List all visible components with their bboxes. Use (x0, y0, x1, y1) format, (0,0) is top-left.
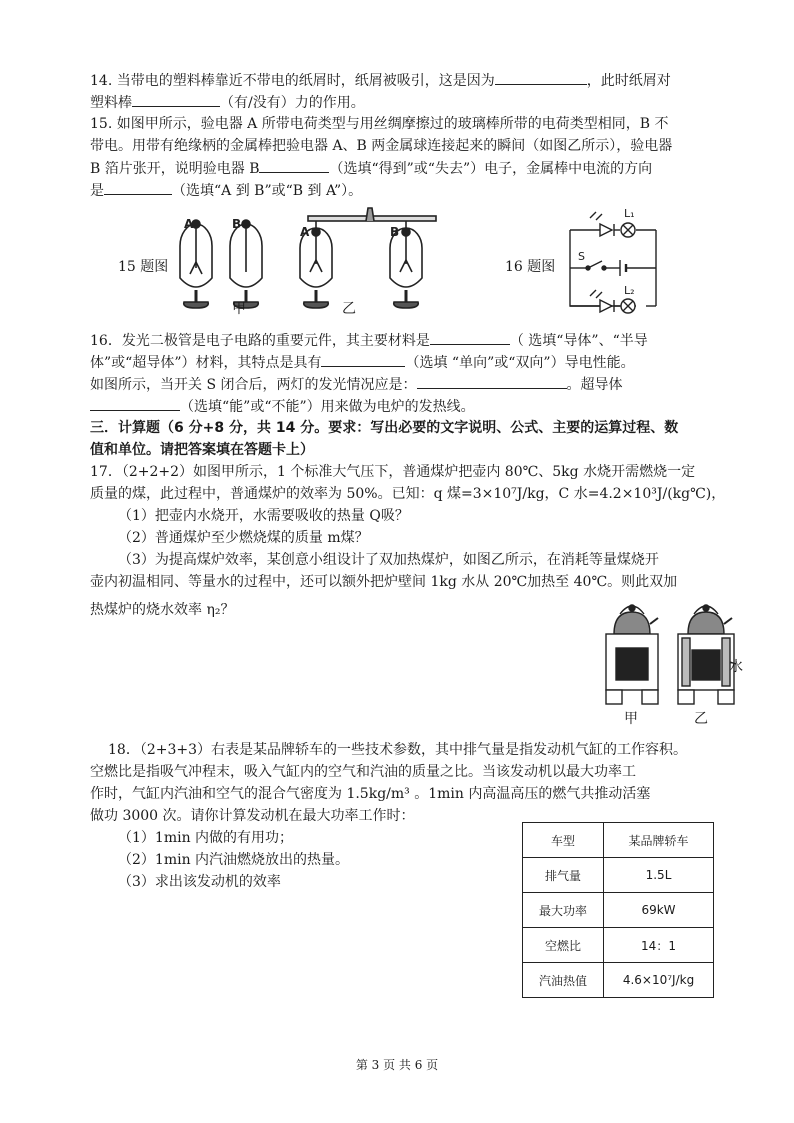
table-cell: 最大功率 (523, 893, 604, 928)
q14-text-a: 14. 当带电的塑料棒靠近不带电的纸屑时，纸屑被吸引，这是因为 (90, 73, 495, 89)
q18-line-1: 18．（2+3+3）右表是某品牌轿车的一些技术参数，其中排气量是指发动机气缸的工作容积。 (108, 742, 687, 758)
q15-text-d: （选填“A 到 B”或“B 到 A”）。 (172, 183, 363, 199)
q15-text-c: 是 (90, 183, 104, 199)
q18-part-1: （1）1min 内做的有用功； (118, 830, 294, 846)
q16-line-2 (90, 352, 635, 373)
section-3-heading-line-2: 值和单位。请把答案填在答题卡上） (90, 442, 314, 458)
table-header-cell: 某品牌轿车 (604, 823, 714, 858)
q14-text-b: ，此时纸屑对 (586, 73, 671, 89)
q15-line-4 (90, 180, 362, 201)
table-cell: 汽油热值 (523, 963, 604, 998)
q16-text-a: 16．发光二极管是电子电路的重要元件，其主要材料是 (90, 333, 430, 349)
fig17-jia-label: 甲 (624, 711, 638, 727)
q18-part-3: （3）求出该发动机的效率 (118, 874, 281, 890)
fig15-letter-a2: A (300, 225, 310, 239)
table-cell: 4.6×10⁷J/kg (604, 963, 714, 998)
table-cell: 空燃比 (523, 928, 604, 963)
q16-line-3 (90, 374, 623, 395)
q16-text-e: 如图所示，当开关 S 闭合后，两灯的发光情况应是： (90, 377, 417, 393)
table-row (523, 928, 714, 963)
q17-part-1: （1）把壶内水烧开，水需要吸收的热量 Q吸？ (118, 508, 409, 524)
q14-blank-1[interactable] (495, 70, 587, 85)
q16-text-b: （ 选填“导体”、“半导 (509, 333, 648, 349)
q16-blank-4[interactable] (90, 396, 180, 411)
table-header-row (523, 823, 714, 858)
q15-line-1: 15. 如图甲所示，验电器 A 所带电荷类型与用丝绸摩擦过的玻璃棒所带的电荷类型相同，B 不 (90, 116, 669, 132)
table-row (523, 858, 714, 893)
q17-part-3: （3）为提高煤炉效率，某创意小组设计了双加热煤炉，如图乙所示，在消耗等量煤烧开 (118, 552, 659, 568)
q15-line-3 (90, 158, 652, 179)
q14-text-d: （有/没有）力的作用。 (220, 95, 365, 111)
q16-blank-2[interactable] (321, 352, 405, 367)
q18-line-2: 空燃比是指吸气冲程末，吸入气缸内的空气和汽油的质量之比。当该发动机以最大功率工 (90, 764, 636, 780)
q17-line-7: 热煤炉的烧水效率 η₂？ (90, 602, 235, 618)
q15-blank-1[interactable] (259, 158, 329, 173)
fig17-water-label: 水 (729, 659, 743, 675)
q14-line-2 (90, 92, 365, 113)
fig15-letter-b2: B (390, 225, 400, 239)
car-spec-table (522, 822, 714, 998)
q15-text-a: B 箔片张开，说明验电器 B (90, 161, 260, 177)
table-cell: 14：1 (604, 928, 714, 963)
q18-line-4: 做功 3000 次。请你计算发动机在最大功率工作时： (90, 808, 415, 824)
q16-text-g: （选填“能”或“不能”）用来做为电炉的发热线。 (180, 399, 475, 415)
q15-blank-2[interactable] (104, 180, 172, 195)
table-cell: 排气量 (523, 858, 604, 893)
q16-text-d: （选填 “单向”或“双向”）导电性能。 (405, 355, 635, 371)
fig17-yi-label: 乙 (694, 711, 708, 727)
fig17-stoves (598, 592, 750, 720)
fig15-electroscopes (170, 206, 440, 318)
q14-line-1 (90, 70, 671, 91)
fig16-l2-label: L₂ (624, 284, 635, 297)
q16-line-4 (90, 396, 475, 417)
table-row (523, 963, 714, 998)
fig15-label: 15 题图 (118, 259, 169, 275)
fig16-s-label: S (578, 250, 585, 263)
q16-text-f: 。超导体 (566, 377, 623, 393)
fig15-yi-label: 乙 (342, 301, 356, 317)
q18-line-3: 作时，气缸内汽油和空气的混合气密度为 1.5kg/m³ 。1min 内高温高压的燃气共推动活塞 (90, 786, 651, 802)
q18-part-2: （2）1min 内汽油燃烧放出的热量。 (118, 852, 350, 868)
q15-line-2: 带电。用带有绝缘柄的金属棒把验电器 A、B 两金属球连接起来的瞬间（如图乙所示），验电器 (90, 138, 673, 154)
q16-blank-1[interactable] (430, 330, 510, 345)
fig16-circuit (560, 202, 670, 320)
fig15-letter-a: A (184, 217, 194, 231)
fig15-letter-b: B (232, 217, 242, 231)
fig15-jia-label: 甲 (232, 301, 246, 317)
table-cell: 69kW (604, 893, 714, 928)
table-header-cell: 车型 (523, 823, 604, 858)
fig16-label: 16 题图 (505, 259, 556, 275)
q14-text-c: 塑料棒 (90, 95, 132, 111)
q16-text-c: 体”或“超导体”）材料，其特点是具有 (90, 355, 322, 371)
q16-line-1 (90, 330, 648, 351)
table-row (523, 893, 714, 928)
fig16-l1-label: L₁ (624, 207, 635, 220)
q17-part-2: （2）普通煤炉至少燃烧煤的质量 m煤？ (118, 530, 369, 546)
q16-blank-3[interactable] (417, 374, 567, 389)
q17-line-2: 质量的煤，此过程中，普通煤炉的效率为 50%。已知：q 煤=3×10⁷J/kg，C 水=4.2×10³J/(kg℃)， (90, 486, 726, 502)
q17-line-1: 17．（2+2+2）如图甲所示，1 个标准大气压下，普通煤炉把壶内 80℃、5kg 水烧开需燃烧一定 (90, 464, 696, 480)
page-footer: 第 3 页 共 6 页 (355, 1058, 439, 1072)
q15-text-b: （选填“得到”或“失去”）电子，金属棒中电流的方向 (329, 161, 653, 177)
q14-blank-2[interactable] (132, 92, 220, 107)
table-cell: 1.5L (604, 858, 714, 893)
section-3-heading-line-1: 三．计算题（6 分+8 分，共 14 分。要求：写出必要的文字说明、公式、主要的运算过程、数 (90, 420, 679, 436)
q17-line-6: 壶内初温相同、等量水的过程中，还可以额外把炉壁间 1kg 水从 20℃加热至 40℃。则此双加 (90, 574, 678, 590)
